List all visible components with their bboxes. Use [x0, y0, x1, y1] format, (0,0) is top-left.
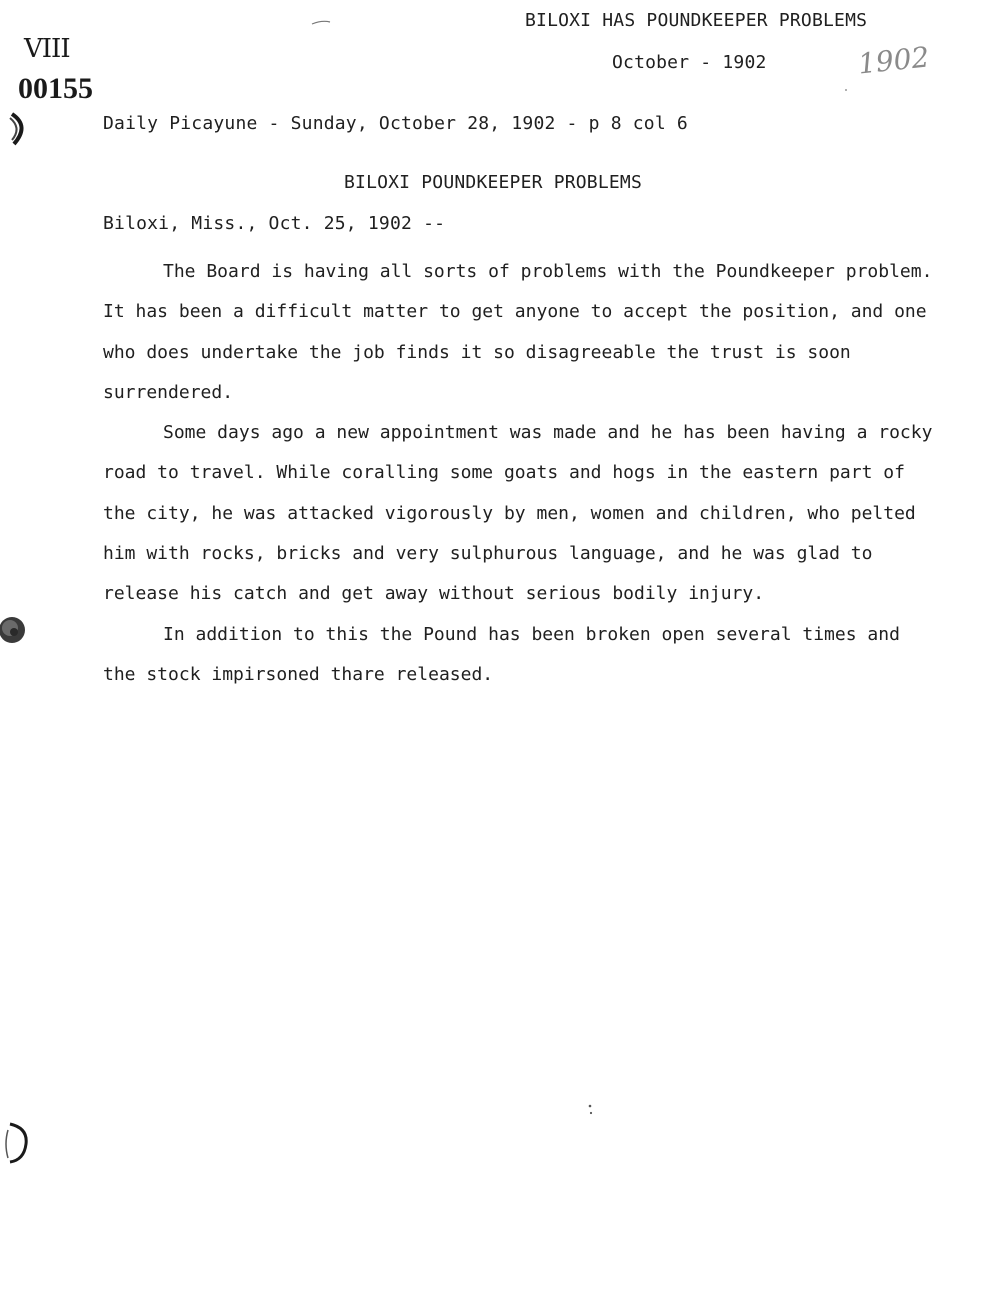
paragraph: The Board is having all sorts of problems with the Poundkeeper problem. It has been a difficult matter to get anyone to accept the position, and one who does undertake the job finds it so disagreeable the trust is soon surrendered.: [103, 261, 933, 403]
volume-mark: VIII: [24, 34, 70, 64]
article-title: BILOXI POUNDKEEPER PROBLEMS: [344, 172, 642, 193]
header-title: BILOXI HAS POUNDKEEPER PROBLEMS: [525, 10, 868, 31]
paragraph: Some days ago a new appointment was made and he has been having a rocky road to travel. While coralling some goats and hogs in the eastern part of the city, he was attacked vigorously by men, women and children, who pelted him with rocks, bricks and very sulphurous language, and he was glad to release his catch and get away without serious bodily injury.: [103, 422, 933, 605]
document-number: 00155: [18, 72, 93, 105]
header-date: October - 1902: [612, 52, 767, 73]
source-citation: Daily Picayune - Sunday, October 28, 1902 - p 8 col 6: [103, 113, 688, 134]
handwritten-year: 1902: [856, 40, 931, 81]
paragraph: In addition to this the Pound has been broken open several times and the stock impirsoned thare released.: [103, 623, 900, 685]
article-dateline: Biloxi, Miss., Oct. 25, 1902 --: [103, 213, 446, 234]
